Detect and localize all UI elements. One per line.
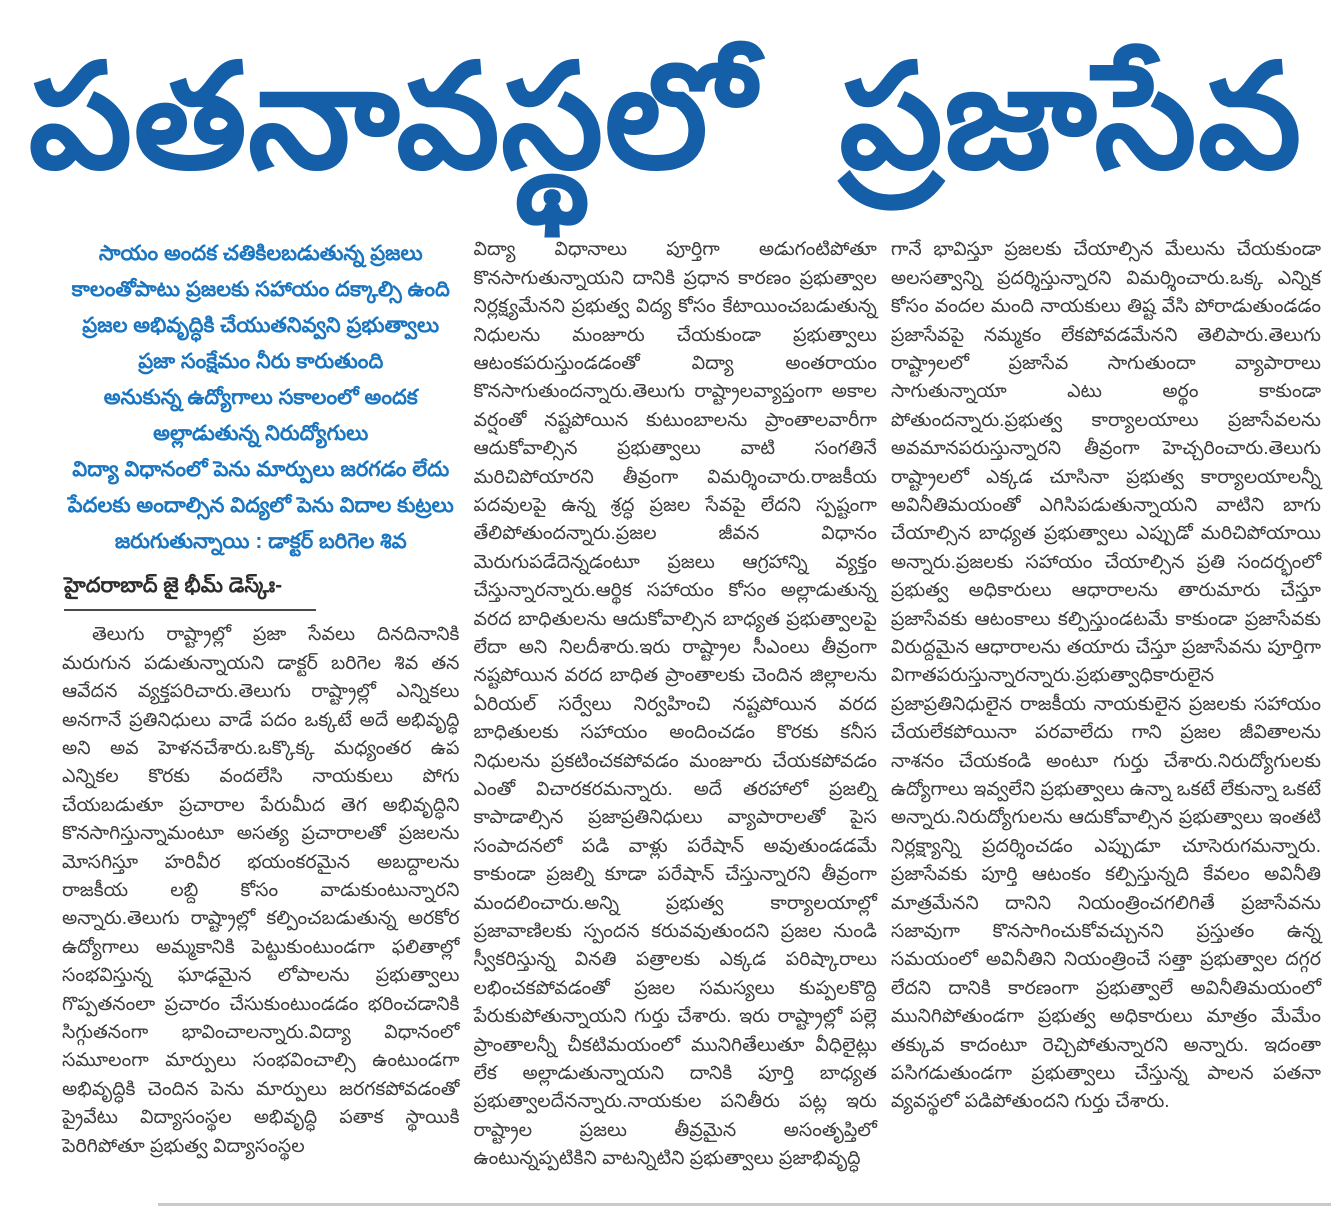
lede-line: అనుకున్న ఉద్యోగాలు సకాలంలో అందక <box>103 386 418 410</box>
article-column-1 <box>62 236 459 1173</box>
bottom-divider-rule <box>158 1203 1331 1206</box>
article-body <box>0 230 1331 1173</box>
article-headline: పతనావస్థలో ప్రజాసేవ <box>28 35 1303 198</box>
lede-line: ప్రజల అభివృద్ధికి చేయుతనివ్వని ప్రభుత్వాలు <box>82 314 440 338</box>
lede-block <box>62 236 459 560</box>
dateline: హైదరాబాద్ జై భీమ్ డెస్క్ః- <box>64 574 316 611</box>
body-paragraph-column-2: విద్యా విధానాలు పూర్తిగా అడుగంటిపోతూ కొనసాగుతున్నాయని దానికి ప్రధాన కారణం ప్రభుత్వాల నిర్లక్ష్యమేనని ప్రభుత్వ విద్య కోసం కేటాయించబడుతున్న నిధులను మంజూరు చేయకుండా ప్రభుత్వాలు ఆటంకపరుస్తుండడంతో విద్యా అంతరాయం కొనసాగుతుందన్నారు.తెలుగు రాష్ట్రాలవ్యాప్తంగా అకాల వర్షంతో నష్టపోయిన కుటుంబాలను ప్రాంతాలవారీగా ఆదుకోవాల్సిన ప్రభుత్వాలు వాటి సంగతినే మరిచిపోయారని తీవ్రంగా విమర్శించారు.రాజకీయ పదవులపై ఉన్న శ్రద్ధ ప్రజల సేవపై లేదని స్పష్టంగా తేలిపోతుందన్నారు.ప్రజల జీవన విధానం మెరుగుపడేదెన్నడంటూ ప్రజలు ఆగ్రహాన్ని వ్యక్తం చేస్తున్నారన్నారు.ఆర్థిక సహాయం కోసం అల్లాడుతున్న వరద బాధితులను ఆదుకోవాల్సిన బాధ్యత ప్రభుత్వాలపై లేదా అని నిలదీశారు.ఇరు రాష్ట్రాల సీఎంలు తీవ్రంగా నష్టపోయిన వరద బాధిత ప్రాంతాలకు చెందిన జిల్లాలను ఏరియల్ సర్వేలు నిర్వహించి నష్టపోయిన వరద బాధితులకు సహాయం అందించడం కొరకు కనీస నిధులను ప్రకటించకపోవడం మంజూరు చేయకపోవడం ఎంతో విచారకరమన్నారు. అదే తరహాలో ప్రజల్ని కాపాడాల్సిన ప్రజాప్రతినిధులు వ్యాపారాలతో పైస సంపాదనలో పడి వాళ్లు పరేషాన్ అవుతుండడమే కాకుండా ప్రజల్ని కూడా పరేషాన్ చేస్తున్నారని తీవ్రంగా మందలించారు.అన్ని ప్రభుత్వ కార్యాలయాల్లో ప్రజావాణిలకు స్పందన కరువవుతుందని ప్రజల నుండి స్వీకరిస్తున్న వినతి పత్రాలకు ఎక్కడ పరిష్కారాలు లభించకపోవడంతో ప్రజల సమస్యలు కుప్పలకొద్ది పేరుకుపోతున్నాయని గుర్తు చేశారు. ఇరు రాష్ట్రాల్లో పల్లె ప్రాంతాలన్నీ చీకటిమయంలో మునిగితేలుతూ వీధిలైట్లు లేక అల్లాడుతున్నాయని దానికి పూర్తి బాధ్యత ప్రభుత్వాలదేనన్నారు.నాయకుల పనితీరు పట్ల ఇరు రాష్ట్రాల ప్రజలు తీవ్రమైన అసంతృప్తిలో ఉంటున్నప్పటికిని వాటన్నిటిని ప్రభుత్వాలు ప్రజాభివృద్ధి <box>473 239 877 1170</box>
body-paragraph-column-3: గానే భావిస్తూ ప్రజలకు చేయాల్సిన మేలును చేయకుండా అలసత్వాన్ని ప్రదర్శిస్తున్నారని విమర్శించారు.ఒక్క ఎన్నిక కోసం వందల మంది నాయకులు తిష్ట వేసి పోరాడుతుండడం ప్రజాసేవపై నమ్మకం లేకపోవడమేనని తెలిపారు.తెలుగు రాష్ట్రాలలో ప్రజాసేవ సాగుతుందా వ్యాపారాలు సాగుతున్నాయా ఎటు అర్థం కాకుండా పోతుందన్నారు.ప్రభుత్వ కార్యాలయాలు ప్రజాసేవలను అవమానపరుస్తున్నారని తీవ్రంగా హెచ్చరించారు.తెలుగు రాష్ట్రాలలో ఎక్కడ చూసినా ప్రభుత్వ కార్యాలయాలన్నీ అవినీతిమయంతో ఎగిసిపడుతున్నాయని వాటిని బాగు చేయాల్సిన బాధ్యత ప్రభుత్వాలు ఎప్పుడో మరిచిపోయాయి అన్నారు.ప్రజలకు సహాయం చేయాల్సిన ప్రతి సందర్భంలో ప్రభుత్వ అధికారులు ఆధారాలను తారుమారు చేస్తూ ప్రజాసేవకు ఆటంకాలు కల్పిస్తుండటమే కాకుండా ప్రజాసేవకు విరుద్దమైన ఆధారాలను తయారు చేస్తూ ప్రజాసేవను పూర్తిగా విగాతపరుస్తున్నారన్నారు.ప్రభుత్వాధికారులైన ప్రజాప్రతినిధులైన రాజకీయ నాయకులైన ప్రజలకు సహాయం చేయలేకపోయినా పరవాలేదు గాని ప్రజల జీవితాలను నాశనం చేయకండి అంటూ గుర్తు చేశారు.నిరుద్యోగులకు ఉద్యోగాలు ఇవ్వలేని ప్రభుత్వాలు ఉన్నా ఒకటే లేకున్నా ఒకటే అన్నారు.నిరుద్యోగులను ఆదుకోవాల్సిన ప్రభుత్వాలు ఇంతటి నిర్లక్ష్యాన్ని ప్రదర్శించడం ఎప్పుడూ చూసెరుగమన్నారు. ప్రజాసేవకు పూర్తి ఆటంకం కల్పిస్తున్నది కేవలం అవినీతి మాత్రమేనని దానిని నియంత్రించగలిగితే ప్రజాసేవను సజావుగా కొనసాగించుకోవచ్చునని ప్రస్తుతం ఉన్న సమయంలో అవినీతిని నియంత్రించే సత్తా ప్రభుత్వాల దగ్గర లేదని దానికి కారణంగా ప్రభుత్వాలే అవినీతిమయంలో మునిగిపోతుండగా ప్రభుత్వ అధికారులు మాత్రం మేమేం తక్కువ కాదంటూ రెచ్చిపోతున్నారని అన్నారు. ఇదంతా పసిగడుతుండగా ప్రభుత్వాలు చేస్తున్న పాలన పతనా వ్యవస్థలో పడిపోతుందని గుర్తు చేశారు. <box>890 239 1321 1113</box>
body-paragraph-column-1: తెలుగు రాష్ట్రాల్లో ప్రజా సేవలు దినదినానికి మరుగున పడుతున్నాయని డాక్టర్ బరిగెల శివ తన ఆవేదన వ్యక్తపరిచారు.తెలుగు రాష్ట్రాల్లో ఎన్నికలు అనగానే ప్రతినిధులు వాడే పదం ఒక్కటే అదే అభివృద్ధి అని అవ హెళనచేశారు.ఒక్కొక్క మధ్యంతర ఉప ఎన్నికల కొరకు వందలేసి నాయకులు పోగు చేయబడుతూ ప్రచారాల పేరుమీద తెగ అభివృద్ధిని కొనసాగిస్తున్నామంటూ అసత్య ప్రచారాలతో ప్రజలను మోసగిస్తూ హరివీర భయంకరమైన అబద్దాలను రాజకీయ లబ్ది కోసం వాడుకుంటున్నారని అన్నారు.తెలుగు రాష్ట్రాల్లో కల్పించబడుతున్న అరకోర ఉద్యోగాలు అమ్మకానికి పెట్టుకుంటుండగా ఫలితాల్లో సంభవిస్తున్న ఘాఢమైన లోపాలను ప్రభుత్వాలు గొప్పతనంలా ప్రచారం చేసుకుంటుండడం భరించడానికి సిగ్గుతనంగా భావించాలన్నారు.విద్యా విధానంలో సమూలంగా మార్పులు సంభవించాల్సి ఉంటుండగా అభివృద్ధికి చెందిన పెను మార్పులు జరగకపోవడంతో ప్రైవేటు విద్యాసంస్థల అభివృద్ధి పతాక స్థాయికి పెరిగిపోతూ ప్రభుత్వ విద్యాసంస్థల <box>62 624 460 1157</box>
dateline-wrap <box>64 574 459 611</box>
lede-line: కాలంతోపాటు ప్రజలకు సహాయం దక్కాల్సి ఉంది <box>71 278 450 302</box>
lede-line: పేదలకు అందాల్సిన విద్యలో పెను విదాల కుట్రలు <box>67 494 454 518</box>
lede-line: ప్రజా సంక్షేమం నీరు కారుతుంది <box>138 350 384 374</box>
lede-line: సాయం అందక చతికిలబడుతున్న ప్రజలు <box>98 242 423 266</box>
lede-line: జరుగుతున్నాయి : డాక్టర్ బరిగెల శివ <box>114 530 407 554</box>
article-column-3 <box>891 236 1321 1173</box>
lede-line: విద్యా విధానంలో పెను మార్పులు జరగడం లేదు <box>72 458 450 482</box>
article-column-2 <box>473 236 876 1173</box>
lede-line: అల్లాడుతున్న నిరుద్యోగులు <box>153 422 369 446</box>
